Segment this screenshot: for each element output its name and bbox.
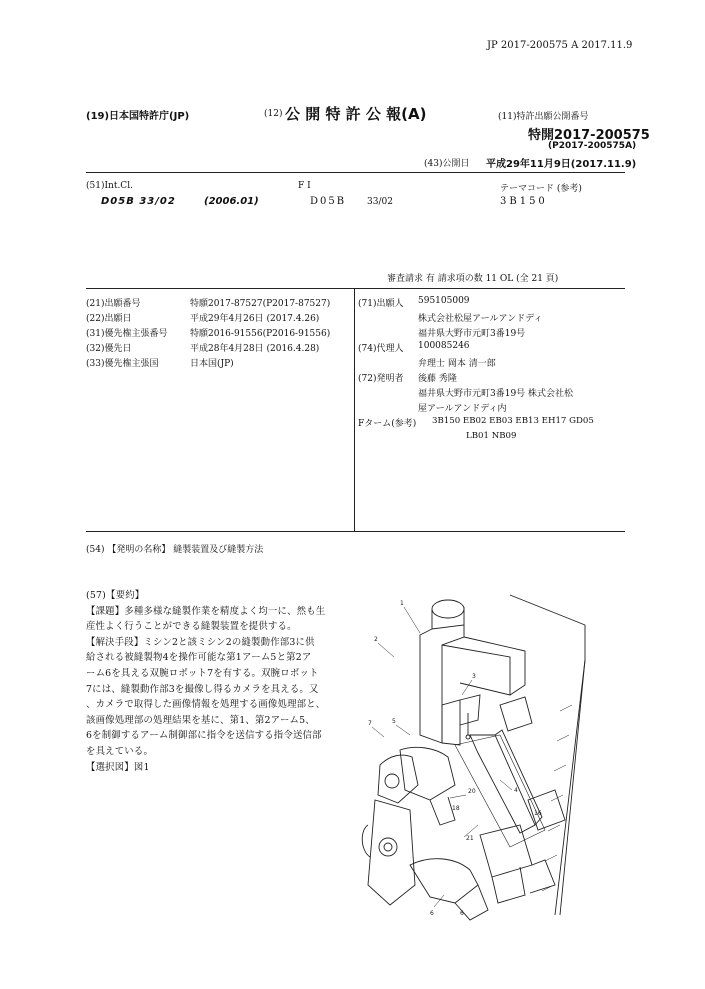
abstract-line: 該画像処理部の処理結果を基に、第1、第2アーム5、 bbox=[86, 714, 315, 726]
figure-label: 7 bbox=[368, 720, 372, 727]
figure-label: 20 bbox=[468, 788, 476, 795]
abstract bbox=[86, 588, 356, 775]
abstract-line: ーム6を具える双腕ロボット7を有する。双腕ロボット bbox=[86, 667, 319, 679]
representative-figure bbox=[360, 585, 620, 925]
bib-label: (32)優先日 bbox=[86, 344, 132, 354]
bib-bottom-divider bbox=[86, 531, 625, 532]
applicant-label: (71)出願人 bbox=[358, 299, 404, 309]
fterm-codes-1: 3B150 EB02 EB03 EB13 EH17 GD05 bbox=[432, 416, 594, 426]
agent-name: 弁理士 岡本 清一郎 bbox=[418, 359, 496, 369]
inventor-name: 後藤 秀隆 bbox=[418, 374, 457, 384]
agent-code: 100085246 bbox=[418, 341, 470, 351]
intcl-label: (51)Int.Cl. bbox=[86, 181, 133, 191]
bib-value: 日本国(JP) bbox=[190, 359, 234, 369]
publication-number: 特開2017-200575 bbox=[528, 128, 650, 143]
bib-value: 平成28年4月28日 (2016.4.28) bbox=[190, 344, 320, 354]
figure-label: 18 bbox=[452, 805, 460, 812]
bib-label: (22)出願日 bbox=[86, 314, 132, 324]
bib-value: 平成29年4月26日 (2017.4.26) bbox=[190, 314, 320, 324]
fi-code: D05B bbox=[310, 196, 347, 207]
inventor-address-1: 福井県大野市元町3番19号 株式会社松 bbox=[418, 389, 574, 399]
bib-value: 特願2016-91556(P2016-91556) bbox=[190, 329, 331, 339]
publication-number-label: (11)特許出願公開番号 bbox=[498, 112, 589, 122]
applicant-name: 株式会社松屋アールアンドディ bbox=[418, 314, 543, 324]
figure-label: 6 bbox=[460, 910, 464, 917]
bib-label: (33)優先権主張国 bbox=[86, 359, 159, 369]
publication-date: 平成29年11月9日(2017.11.9) bbox=[486, 159, 637, 170]
theme-code-label: テーマコード (参考) bbox=[500, 184, 582, 194]
bib-label: (21)出願番号 bbox=[86, 299, 141, 309]
figure-label: 6 bbox=[430, 910, 434, 917]
fterm-label: Fターム(参考) bbox=[358, 419, 417, 429]
applicant-address: 福井県大野市元町3番19号 bbox=[418, 329, 526, 339]
examination-status: 審査請求 有 請求項の数 11 OL (全 21 頁) bbox=[387, 274, 559, 284]
priority-number-row bbox=[86, 326, 330, 339]
figure-label: 2 bbox=[374, 636, 378, 643]
inventor-address-2: 屋アールアンドディ内 bbox=[418, 404, 507, 414]
abstract-line: 【解決手段】ミシン2と該ミシン2の縫製動作部3に供 bbox=[86, 636, 315, 648]
abstract-line: 産性よく行うことができる縫製装置を提供する。 bbox=[86, 621, 297, 633]
publication-date-label: (43)公開日 bbox=[424, 159, 470, 169]
bib-value: 特願2017-87527(P2017-87527) bbox=[190, 299, 331, 309]
abstract-line: 、カメラで取得した画像情報を処理する画像処理部と、 bbox=[86, 699, 326, 711]
abstract-line: 7には、縫製動作部3を撮像し得るカメラを具える。又 bbox=[86, 683, 319, 695]
fi-number: 33/02 bbox=[367, 197, 393, 207]
inventor-label: (72)発明者 bbox=[358, 374, 404, 384]
document-kind-title: 公 開 特 許 公 報(A) bbox=[285, 105, 427, 123]
intcl-date: (2006.01) bbox=[204, 196, 259, 207]
agent-label: (74)代理人 bbox=[358, 344, 404, 354]
figure-label: 4 bbox=[514, 787, 518, 794]
application-number-row bbox=[86, 296, 330, 309]
page-header-ref: JP 2017-200575 A 2017.11.9 bbox=[487, 40, 633, 51]
invention-title: (54) 【発明の名称】 縫製装置及び縫製方法 bbox=[86, 545, 264, 555]
figure-label: 21 bbox=[466, 835, 474, 842]
figure-label: 1 bbox=[400, 600, 404, 607]
bib-column-divider bbox=[354, 288, 355, 531]
abstract-line: 【課題】多種多様な縫製作業を精度よく均一に、然も生 bbox=[86, 605, 326, 617]
bib-label: (31)優先権主張番号 bbox=[86, 329, 168, 339]
abstract-line: 給される被縫製物4を操作可能な第1アーム5と第2ア bbox=[86, 652, 312, 664]
fi-label: F I bbox=[298, 181, 311, 191]
figure-label: 16 bbox=[534, 810, 542, 817]
figure-label: 5 bbox=[392, 718, 396, 725]
applicant-code: 595105009 bbox=[418, 296, 470, 306]
publication-number-alt: (P2017-200575A) bbox=[548, 141, 637, 151]
abstract-heading: (57)【要約】 bbox=[86, 590, 145, 601]
intcl-code: D05B 33/02 bbox=[101, 196, 176, 207]
theme-code: 3B150 bbox=[500, 196, 548, 207]
filing-date-row bbox=[86, 311, 319, 324]
patent-office: (19)日本国特許庁(JP) bbox=[86, 111, 190, 122]
abstract-line: 6を制御するアーム制御部に指令を送信する指令送信部 bbox=[86, 730, 322, 742]
bib-top-divider bbox=[86, 288, 625, 289]
document-kind-code: (12) bbox=[264, 109, 283, 119]
figure-label: 3 bbox=[472, 673, 476, 680]
priority-country-row bbox=[86, 356, 234, 369]
masthead-divider bbox=[86, 172, 625, 173]
abstract-selected-figure: 【選択図】図1 bbox=[86, 761, 150, 773]
fterm-codes-2: LB01 NB09 bbox=[466, 431, 517, 441]
priority-date-row bbox=[86, 341, 319, 354]
abstract-line: を具えている。 bbox=[86, 745, 154, 757]
